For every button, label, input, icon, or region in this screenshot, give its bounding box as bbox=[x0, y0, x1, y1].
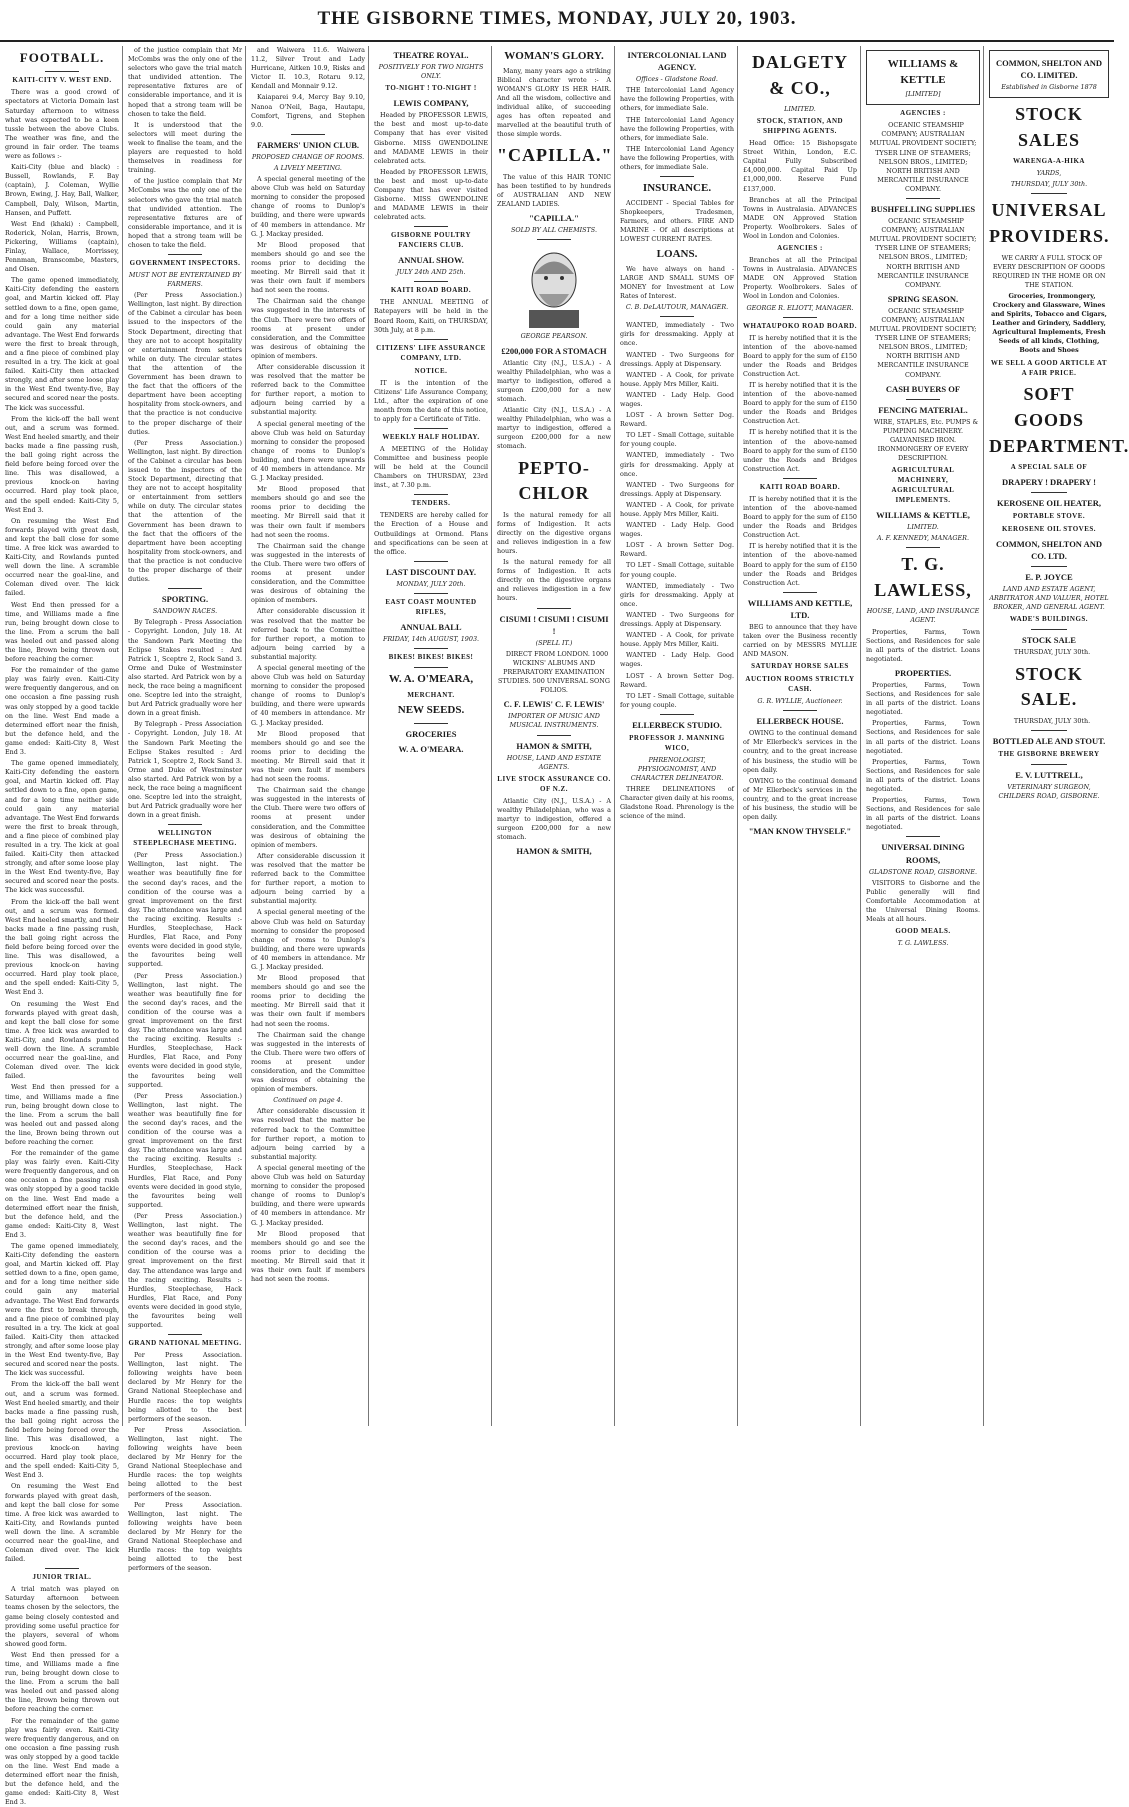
column-rule bbox=[368, 46, 369, 1426]
ad-text: Properties, Farms, Town Sections, and Residences for sale in all parts of the district. Loans negotiated. bbox=[866, 719, 980, 755]
stock-agents: STOCK, STATION, AND SHIPPING AGENTS. bbox=[756, 117, 844, 136]
divider bbox=[168, 824, 202, 825]
divider bbox=[168, 1334, 202, 1335]
annual-ball-date: FRIDAY, 14th AUGUST, 1903. bbox=[382, 634, 480, 643]
classified-ad: LOST - A brown Setter Dog. Reward. bbox=[620, 541, 734, 559]
ad-text: THE Intercolonial Land Agency have the following Properties, with others, for immediate Sale. bbox=[620, 144, 734, 171]
weekly-heading: WEEKLY HALF HOLIDAY. bbox=[382, 433, 480, 441]
article-paragraph: Kaiaparei 9.4, Mercy Bay 9.10, Nanoa O'Neil, Baga, Hautapu, Comfort, Tigrens, and Stephen 9.0. bbox=[251, 93, 365, 129]
ad-text: IT is hereby notified that it is the intention of the above-named Board to apply for the sum of £150 under the Roads and Bridges Construction Act. bbox=[743, 428, 857, 473]
article-paragraph: (Per Press Association.) Wellington, last night. The weather was beautifully fine for the second day's races, and the condition of the course was a great improvement on the first day. The attendance was large and the racing exciting. Results :- Hurdles, Steeplechase, Hack Hurdles, Flat Race, and Pony events were decided in good style, the favourites being well supported. bbox=[128, 851, 242, 969]
classified-ad: WANTED - Lady Help. Good wages. bbox=[620, 390, 734, 408]
ad-text: WE CARRY A FULL STOCK OF EVERY DESCRIPTION OF GOODS REQUIRED IN THE HOME OR ON THE STATION. bbox=[992, 253, 1106, 289]
farmers-subheading: PROPOSED CHANGE OF ROOMS. bbox=[251, 152, 365, 161]
column-rule bbox=[983, 46, 984, 1426]
article-paragraph: For the remainder of the game play was fairly even. Kaiti-City were frequently dangerous, and on one occasion a fine passing rush was only stopped by a good tackle on the line. West End made a determined effort near the finish, but the defence held, and the game ended: Kaiti-City 8, West End 3. bbox=[5, 1149, 119, 1239]
brewery: THE GISBORNE BREWERY bbox=[998, 749, 1100, 758]
loans-heading: LOANS. bbox=[656, 248, 698, 261]
article-paragraph: Mr Blood proposed that members should go and see the rooms prior to deciding the meeting. Mr Birrell said that it was their own fault if members had not seen the rooms. bbox=[251, 240, 365, 295]
classified-ad: WANTED - Two Surgeons for dressings. Apply at Dispensary. bbox=[620, 610, 734, 629]
wk-box bbox=[866, 50, 980, 105]
warenga: WARENGA-A-HIKA bbox=[1013, 157, 1085, 166]
divider bbox=[1031, 764, 1067, 765]
man-know-thyself: "MAN KNOW THYSELF." bbox=[748, 826, 852, 837]
joyce-sub: LAND AND ESTATE AGENT, ARBITRATOR AND VALUER, HOTEL BROKER, AND GENERAL AGENT. bbox=[989, 585, 1109, 612]
article-paragraph: West End then pressed for a time, and Williams made a fine run, being brought down close to the line. From a scrum the ball was heeled out and passed along the line, Brown being thrown out before reaching the corner. bbox=[5, 600, 119, 664]
divider bbox=[414, 339, 448, 340]
stomach-heading: £200,000 FOR A STOMACH bbox=[501, 345, 607, 356]
williams-heading: WILLIAMS AND KETTLE, LTD. bbox=[747, 597, 853, 620]
continued-note: Continued on page 4. bbox=[273, 1096, 343, 1105]
divider bbox=[1031, 730, 1067, 731]
masthead bbox=[0, 0, 1114, 42]
ad-text: Many, many years ago a striking Biblical character wrote :- A WOMAN'S GLORY IS HER HAIR. And all the wisdom, collective and individual alike, of succeeding ages has often repeated and marvelled at the beautiful truth of those simple words. bbox=[497, 66, 611, 139]
ad-text: Atlantic City (N.J., U.S.A.) - A wealthy Philadelphian, who was a martyr to indigestion, offered a surgeon £200,000 for a new stomach. bbox=[497, 796, 611, 841]
divider bbox=[537, 735, 571, 736]
article-paragraph: A special general meeting of the above Club was held on Saturday morning to consider the proposed change of rooms to Dunlop's building, and there were upwards of 40 members in attendance. Mr G. J. Mackay presided. bbox=[251, 908, 365, 971]
divider bbox=[45, 1568, 79, 1569]
annual-ball: ANNUAL BALL bbox=[400, 621, 462, 632]
universal-sub: GLADSTONE ROAD, GISBORNE. bbox=[868, 867, 978, 876]
article-paragraph: A special general meeting of the above Club was held on Saturday morning to consider the proposed change of rooms to Dunlop's building, and there were upwards of 40 members in attendance. Mr G. J. Mackay presided. bbox=[251, 419, 365, 483]
classified-ad: WANTED - A Cook, for private house. Apply Mrs Miller, Kaiti. bbox=[620, 500, 734, 518]
divider bbox=[906, 836, 940, 837]
divider bbox=[660, 316, 694, 317]
divider bbox=[414, 648, 448, 649]
column-4 bbox=[371, 46, 491, 1426]
wades-buildings: WADE'S BUILDINGS. bbox=[1009, 615, 1089, 624]
divider bbox=[783, 592, 817, 593]
article-paragraph: (Per Press Association.) Wellington, last night. By direction of the Cabinet a circular has been issued to the inspectors of the Stock Department, directing that they are not to accept hospitality or entertainment from settlers while on duty. The circular states that the attention of the Government has been drawn to the fact that the officers of the department have been accepting hospitality from stock-owners, and that the practice is not conducive to the proper discharge of their duties. bbox=[128, 438, 242, 584]
classified-ad: WANTED - Lady Help. Good wages. bbox=[620, 651, 734, 669]
column-5 bbox=[494, 46, 614, 1426]
article-paragraph: West End then pressed for a time, and Williams made a fine run, being brought down close to the line. From a scrum the ball was heeled out and passed along the line, Brown being thrown out before reaching the corner. bbox=[5, 1083, 119, 1146]
article-paragraph: Kaiti-City (blue and black) : Bussell, Rowlands, F. Bay (captain), J. Coleman, Wyllie Brown, Ewing, J. Hay, Ball, Walker, Campbell, Daly, Wilson, Martin, Hansen, and Puffett. bbox=[5, 163, 119, 217]
ad-text: THURSDAY, JULY 30th. bbox=[1013, 716, 1091, 725]
wk2-heading: WILLIAMS & KETTLE, bbox=[876, 509, 970, 520]
groceries: GROCERIES bbox=[405, 729, 457, 740]
annual-show: ANNUAL SHOW. bbox=[398, 255, 464, 266]
article-paragraph: Mr Blood proposed that members should go and see the rooms prior to deciding the meeting. Mr Birrell said that it was their own fault if members had not seen the rooms. bbox=[251, 1229, 365, 1284]
bush-heading: BUSHFELLING SUPPLIES bbox=[870, 204, 976, 214]
gov-subheading: MUST NOT BE ENTERTAINED BY FARMERS. bbox=[128, 271, 242, 289]
classified-ad: WANTED - A Cook, for private house. Apply Mrs Miller, Kaiti. bbox=[620, 631, 734, 649]
article-paragraph: After considerable discussion it was resolved that the matter be referred back to the Committee for further report, a motion to adjourn being carried by a substantial majority. bbox=[251, 1107, 365, 1161]
classified-ad: WANTED, immediately - Two girls for dressmaking. Apply at once. bbox=[620, 321, 734, 348]
article-paragraph: of the justice complain that Mr McCombs was the only one of the selectors who gave the trial match that undivided attention. The representative fixtures are of considerable importance, and it is hoped that a strong team will be chosen to take the field. bbox=[128, 46, 242, 118]
ad-text: THE Intercolonial Land Agency have the following Properties, with others, for immediate Sale. bbox=[620, 115, 734, 142]
article-paragraph: By Telegraph - Press Association - Copyright. London, July 18. At the Sandown Park Meeting the Eclipse Stakes resulted : Ard Patrick 1, Sceptre 2, Rock Sand 3. Orme and Duke of Westminster also started. Ard Patrick won by a neck, the race being a magnificent one. Sceptre led into the straight, but Ard Patrick gradually wore her down in a great finish. bbox=[128, 720, 242, 820]
whataupoko-heading: WHATAUPOKO ROAD BOARD. bbox=[743, 321, 857, 330]
column-7 bbox=[740, 46, 860, 1426]
agencies-list: OCEANIC STEAMSHIP COMPANY; AUSTRALIAN MUTUAL PROVIDENT SOCIETY; TYSER LINE OF STEAMERS; NELSON BROS., LIMITED; NORTH BRITISH AND MERCANTILE INSURANCE COMPANY. bbox=[869, 121, 977, 193]
article-paragraph: Mr Blood proposed that members should go and see the rooms prior to deciding the meeting. Mr Birrell said that it was their own fault if members had not seen the rooms. bbox=[251, 485, 365, 539]
insurance-heading: INSURANCE. bbox=[642, 182, 712, 195]
ad-text: IT is hereby notified that it is the intention of the above-named Board to apply for the sum of £150 under the Roads and Bridges Construction Act. bbox=[743, 542, 857, 587]
established: Established in Gisborne 1878 bbox=[1001, 83, 1097, 92]
divider bbox=[1031, 566, 1067, 567]
common-box bbox=[989, 50, 1109, 98]
ad-text: DIRECT FROM LONDON. 1000 WICKINS' ALBUMS AND PREPARATORY EXAMINATION STUDIES. 500 UNIVERSAL SONG FOLIOS. bbox=[498, 649, 610, 695]
article-paragraph: On resuming the West End forwards played with great dash, and kept the ball close for some time. A free kick was awarded to Kaiti-City, and Rowlands punted well down the line. A scramble occurred near the goal-line, and Coleman dived over. The kick failed. bbox=[5, 999, 119, 1081]
agencies-heading: AGENCIES : bbox=[900, 109, 946, 118]
ad-text: A MEETING of the Holiday Committee and business people will be held at the Council Chambers on THURSDAY, 23rd inst., at 7.30 p.m. bbox=[374, 444, 488, 490]
article-paragraph: For the remainder of the game play was fairly even. Kaiti-City were frequently dangerous, and on one occasion a fine passing rush was only stopped by a good tackle on the line. West End made a determined effort near the finish, but the defence held, and the game ended: Kaiti-City 8, West End 3. bbox=[5, 666, 119, 757]
universal-dining: UNIVERSAL DINING ROOMS, bbox=[881, 842, 965, 865]
ad-text: Properties, Farms, Town Sections, and Residences for sale in all parts of the district. Loans negotiated. bbox=[866, 627, 980, 663]
article-paragraph: For the remainder of the game play was fairly even. Kaiti-City were frequently dangerous, and on one occasion a fine passing rush was only stopped by a good tackle on the line. West End made a determined effort near the finish, but the defence held, and the game ended: Kaiti-City 8, West End 3. bbox=[5, 1716, 119, 1807]
ad-text: IT is the intention of the Citizens' Life Assurance Company, Ltd., after the expiration of one month from the date of this notice, to apply for a Certificate of Title. bbox=[374, 378, 488, 423]
classified-ad: WANTED - Two Surgeons for dressings. Apply at Dispensary. bbox=[620, 480, 734, 498]
ad-text: THURSDAY, JULY 30th. bbox=[1013, 648, 1091, 657]
column-3 bbox=[248, 46, 368, 1426]
manager-name: GEORGE R. ELIOTT, MANAGER. bbox=[746, 303, 854, 312]
grand-heading: GRAND NATIONAL MEETING. bbox=[128, 1339, 242, 1348]
wk2-sub: LIMITED. bbox=[907, 523, 939, 532]
article-paragraph: The Chairman said the change was suggested in the interests of the Club. There were two offers of rooms at present under consideration, and the Committee was desirous of obtaining the opinion of members. bbox=[251, 541, 365, 605]
article-paragraph: From the kick-off the ball went out, and a scrum was formed. West End heeled smartly, and their backs made a fine passing rush, the ball going right across the field before being forced over the line. This was disallowed, a previous knock-on having occurred. Hard play took place, and the spell ended: Kaiti-City 5, West End 3. bbox=[5, 1380, 119, 1480]
football-heading: FOOTBALL. bbox=[19, 50, 105, 65]
last-day-heading: LAST DISCOUNT DAY. bbox=[386, 566, 476, 577]
spring-heading: SPRING SEASON. bbox=[887, 293, 959, 304]
ad-text: IT is hereby notified that it is the intention of the above-named Board to apply for the sum of £150 under the Roads and Bridges Construction Act. bbox=[743, 333, 857, 378]
manager-name: A. F. KENNEDY, MANAGER. bbox=[876, 534, 970, 543]
oheara-footer: W. A. O'MEARA. bbox=[398, 744, 464, 755]
column-1 bbox=[2, 46, 122, 1807]
article-paragraph: of the justice complain that Mr McCombs was the only one of the selectors who gave the trial match that undivided attention. The representative fixtures are of considerable importance, and it is hoped that a strong team will be chosen to take the field. bbox=[128, 177, 242, 249]
ad-text: THREE DELINEATIONS of Character given daily at his rooms, Gladstone Road. Phrenology is the science of the mind. bbox=[620, 785, 735, 821]
lewis-music-heading: C. F. LEWIS' C. F. LEWIS' bbox=[503, 699, 605, 710]
column-2 bbox=[125, 46, 245, 1573]
stock-sale-2: STOCK SALE bbox=[1022, 635, 1076, 646]
ad-text: Atlantic City (N.J., U.S.A.) - A wealthy Philadelphian, who was a martyr to indigestion, offered a surgeon £200,000 for a new stomach. bbox=[497, 358, 611, 403]
divider bbox=[1031, 629, 1067, 630]
ad-text: VISITORS to Gisborne and the Public generally will find Comfortable Accommodation at the Universal Dining Rooms. Meals at all hours. bbox=[866, 878, 980, 924]
bikes-heading: BIKES! BIKES! BIKES! bbox=[388, 653, 474, 661]
theatre-heading: THEATRE ROYAL. bbox=[393, 50, 469, 60]
steeple-heading: WELLINGTON STEEPLECHASE MEETING. bbox=[133, 829, 237, 848]
new-seeds: NEW SEEDS. bbox=[397, 704, 465, 717]
hamon-heading: HAMON & SMITH, bbox=[516, 740, 592, 751]
ellerbeck-studio: ELLERBECK STUDIO. bbox=[632, 719, 722, 730]
ad-text: Atlantic City (N.J., U.S.A.) - A wealthy Philadelphian, who was a martyr to indigestion, offered a surgeon £200,000 for a new stomach. bbox=[497, 406, 611, 451]
article-paragraph: On resuming the West End forwards played with great dash, and kept the ball close for some time. A free kick was awarded to Kaiti-City, and Rowlands punted well down the line. A scramble occurred near the goal-line, and Coleman dived over. The kick failed. bbox=[5, 1482, 119, 1564]
intercolonial-heading: INTERCOLONIAL LAND AGENCY. bbox=[627, 50, 727, 73]
article-paragraph: After considerable discussion it was resolved that the matter be referred back to the Committee for further report, a motion to adjourn being carried by a substantial majority. bbox=[251, 362, 365, 417]
divider bbox=[414, 494, 448, 495]
junior-heading: JUNIOR TRIAL. bbox=[32, 1573, 92, 1582]
divider bbox=[414, 723, 448, 724]
special-sale: A SPECIAL SALE OF bbox=[1010, 463, 1088, 472]
article-paragraph: It is understood that the selectors will meet during the week to finalise the team, and the players are requested to hold themselves in readiness for training. bbox=[128, 120, 242, 175]
divider bbox=[537, 239, 571, 240]
drapery: DRAPERY ! DRAPERY ! bbox=[1002, 477, 1096, 488]
ad-text: Branches at all the Principal Towns in Australasia. ADVANCES MADE ON Approved Station Property. Woolbrokers. Sales of Wool in London and Colonies. bbox=[743, 195, 857, 240]
classified-ad: WANTED - Lady Help. Good wages. bbox=[620, 521, 734, 539]
article-paragraph: Mr Blood proposed that members should go and see the rooms prior to deciding the meeting. Mr Birrell said that it was their own fault if members had not seen the rooms. bbox=[251, 974, 365, 1028]
joyce-heading: E. P. JOYCE bbox=[1025, 572, 1073, 583]
ad-text: OWING to the continual demand of Mr Ellerbeck's services in the country, and to the great increase of his business, the studio will be open daily. bbox=[743, 776, 857, 822]
article-paragraph: After considerable discussion it was resolved that the matter be referred back to the Committee for further report, a motion to adjourn being carried by a substantial majority. bbox=[251, 851, 365, 906]
classified-ad: TO LET - Small Cottage, suitable for young couple. bbox=[620, 691, 734, 709]
classified-ad: WANTED - A Cook, for private house. Apply Mrs Miller, Kaiti. bbox=[620, 370, 734, 388]
divider bbox=[660, 176, 694, 177]
cash-buyers: CASH BUYERS OF bbox=[885, 383, 961, 394]
sales-heading: SATURDAY HORSE SALES bbox=[751, 662, 849, 671]
divider bbox=[906, 547, 940, 548]
ad-text: We have always on hand - LARGE AND SMALL SUMS OF MONEY for Investment at Low Rates of Interest. bbox=[620, 264, 734, 301]
portable-stove: PORTABLE STOVE. bbox=[1012, 512, 1086, 521]
womans-glory-heading: WOMAN'S GLORY. bbox=[504, 50, 604, 62]
capilla-heading-2: "CAPILLA." bbox=[529, 213, 579, 224]
divider bbox=[660, 714, 694, 715]
classified-ad: TO LET - Small Cottage, suitable for young couple. bbox=[620, 561, 734, 579]
universal-providers: UNIVERSAL PROVIDERS. bbox=[989, 200, 1110, 246]
cisumi-sub: (SPELL IT.) bbox=[535, 638, 573, 647]
agencies-heading: AGENCIES : bbox=[777, 244, 823, 253]
ad-text: IT is hereby notified that it is the intention of the above-named Board to apply for the sum of £150 under the Roads and Bridges Construction Act. bbox=[743, 494, 857, 540]
ad-text: Is the natural remedy for all forms of Indigestion. It acts directly on the digestive organs and relieves indigestion in a few hours. bbox=[497, 558, 611, 603]
sporting-subheading: SANDOWN RACES. bbox=[152, 607, 218, 616]
ad-text: THE Intercolonial Land Agency have the following Properties, with others, for immediate Sale. bbox=[620, 86, 734, 113]
ad-text: The value of this HAIR TONIC has been testified to by hundreds of AUSTRALIAN AND NEW ZEALAND LADIES. bbox=[497, 172, 611, 209]
ag-mach: AGRICULTURAL MACHINERY, AGRICULTURAL IMPLEMENTS. bbox=[891, 466, 955, 505]
kerosene-heater: KEROSENE OIL HEATER, bbox=[997, 498, 1101, 509]
warenga-sub: YARDS, bbox=[1036, 169, 1062, 178]
ad-text: IT is hereby notified that it is the intention of the above-named Board to apply for the sum of £150 under the Roads and Bridges Construction Act. bbox=[743, 381, 857, 426]
manning-sub: PHRENOLOGIST, PHYSIOGNOMIST, AND CHARACTER DELINEATOR. bbox=[630, 755, 724, 782]
ad-text: Head Office: 15 Bishopsgate Street Within, London, E.C. Capital Fully Subscribed £4,000,000. Capital Paid Up £1,000,000. Reserve Fund £137,000. bbox=[743, 139, 857, 193]
last-day-date: MONDAY, JULY 20th. bbox=[396, 579, 466, 588]
divider bbox=[414, 593, 448, 594]
sell-heading: WE SELL A GOOD ARTICLE AT A FAIR PRICE. bbox=[990, 358, 1108, 377]
article-paragraph: and Waiwera 11.6. Waiwera 11.2, Silver Trout and Lady Hurricane, Aitken 10.9, Risks and Victor II. 10.3, Rotaru 9.12, Kendall and Monnair 9.12. bbox=[251, 46, 365, 91]
dalgety-sub: LIMITED. bbox=[784, 105, 816, 114]
article-paragraph: (Per Press Association.) Wellington, last night. The weather was beautifully fine for the second day's races, and the condition of the course was a great improvement on the first day. The attendance was large and the racing exciting. Results :- Hurdles, Steeplechase, Hack Hurdles, Flat Race, and Pony events were decided in good style, the favourites being well supported. bbox=[128, 1091, 242, 1209]
article-paragraph: (Per Press Association.) Wellington, last night. The weather was beautifully fine for the second day's races, and the condition of the course was a great improvement on the first day. The attendance was large and the racing exciting. Results :- Hurdles, Steeplechase, Hack Hurdles, Flat Race, and Pony events were decided in good style, the favourites being well supported. bbox=[128, 1211, 242, 1330]
luttrell-heading: E. V. LUTTRELL, bbox=[1015, 769, 1083, 780]
auction-heading: AUCTION ROOMS STRICTLY CASH. bbox=[745, 675, 855, 694]
classified-ad: LOST - A brown Setter Dog. Reward. bbox=[620, 411, 734, 429]
article-paragraph: On resuming the West End forwards played with great dash, and kept the ball close for some time. A free kick was awarded to Kaiti-City, and Rowlands punted well down the line. A scramble occurred near the goal-line, and Coleman dived over. The kick failed. bbox=[5, 516, 119, 598]
oheara-heading: W. A. O'MEARA, bbox=[388, 672, 474, 685]
divider bbox=[1031, 492, 1067, 493]
divider bbox=[1031, 193, 1067, 194]
ad-text: THE ANNUAL MEETING of Ratepayers will be held in the Board Room, Kaiti, on THURSDAY, 30th July, at 8 p.m. bbox=[374, 298, 488, 334]
ad-text: Is the natural remedy for all forms of Indigestion. It acts directly on the digestive organs and relieves indigestion in a few hours. bbox=[497, 510, 611, 555]
ad-text: Branches at all the Principal Towns in Australasia. ADVANCES MADE ON Approved Station Property. Woolbrokers. Sales of Wool in London and Colonies. bbox=[743, 256, 857, 301]
pepto-heading: PEPTO-CHLOR bbox=[518, 457, 590, 504]
column-rule bbox=[245, 46, 246, 1426]
gov-heading: GOVERNMENT INSPECTORS. bbox=[129, 259, 241, 268]
agencies-list: OCEANIC STEAMSHIP COMPANY; AUSTRALIAN MUTUAL PROVIDENT SOCIETY; TYSER LINE OF STEAMERS; NELSON BROS., LIMITED; NORTH BRITISH AND MERCANTILE INSURANCE COMPANY. bbox=[869, 217, 977, 289]
dalgety-heading: DALGETY & CO., bbox=[751, 52, 848, 98]
article-paragraph: The Chairman said the change was suggested in the interests of the Club. There were two offers of rooms at present under consideration, and the Committee was desirous of obtaining the opinion of members. bbox=[251, 1030, 365, 1094]
wk-sub: [LIMITED] bbox=[905, 90, 941, 99]
sold-note: SOLD BY ALL CHEMISTS. bbox=[510, 226, 597, 235]
article-paragraph: Per Press Association. Wellington, last night. The following weights have been declared by Mr Henry for the Grand National Steeplechase and Hurdle races: the top weights being allotted to the best performers of the season. bbox=[128, 1351, 242, 1423]
article-paragraph: West End (khaki) : Campbell, Roderick, Nolan, Harris, Brown, Pickering, Williams (captain), Finlay, Wallace, Morrissey, Pennman, Branscombe, Masters, and Olsen. bbox=[5, 219, 119, 274]
wk-heading: WILLIAMS & KETTLE bbox=[887, 58, 959, 86]
match-heading: KAITI-CITY V. WEST END. bbox=[12, 76, 112, 85]
article-paragraph: (Per Press Association.) Wellington, last night. The weather was beautifully fine for the second day's races, and the condition of the course was a great improvement on the first day. The attendance was large and the racing exciting. Results :- Hurdles, Steeplechase, Hack Hurdles, Flat Race, and Pony events were decided in good style, the favourites being well supported. bbox=[128, 971, 242, 1089]
poultry-heading: GISBORNE POULTRY FANCIERS CLUB. bbox=[390, 231, 472, 250]
ad-text: Properties, Farms, Town Sections, and Residences for sale in all parts of the district. Loans negotiated. bbox=[866, 680, 980, 717]
fencing-heading: FENCING MATERIAL. bbox=[878, 404, 968, 415]
column-8 bbox=[863, 46, 983, 1426]
article-paragraph: West End then pressed for a time, and Williams made a fine run, being brought down close to the line. From a scrum the ball was heeled out and passed along the line, Brown being thrown out before reaching the corner. bbox=[5, 1650, 119, 1714]
hamon-sub: HOUSE, LAND AND ESTATE AGENTS. bbox=[506, 753, 602, 771]
divider bbox=[168, 588, 202, 589]
ad-text: Headed by PROFESSOR LEWIS, the best and most up-to-date Company that has ever visited Gisborne. MISS GWENDOLINE and MADAME LEWIS in their celebrated acts. bbox=[374, 111, 488, 165]
article-paragraph: From the kick-off the ball went out, and a scrum was formed. West End heeled smartly, and their backs made a fine passing rush, the ball going right across the field before being forced over the line. This was disallowed, a previous knock-on having occurred. Hard play took place, and the spell ended: Kaiti-City 5, West End 3. bbox=[5, 897, 119, 997]
farmers-subheading: A LIVELY MEETING. bbox=[274, 164, 342, 172]
annual-show-date: JULY 24th AND 25th. bbox=[396, 268, 466, 277]
article-paragraph: The game opened immediately, Kaiti-City defending the eastern goal, and Martin kicked off. Play settled down to a fine, open game, and for a long time neither side could gain any material advantage. The West End forwards were the first to break through, and a fine piece of combined play resulted in a try. The kick at goal failed. Kaiti-City then attacked strongly, and after some loose play in the West End twenty-five, Bay secured and scored near the posts. The kick was successful. bbox=[5, 276, 119, 412]
portrait-caption: GEORGE PEARSON. bbox=[520, 332, 588, 341]
classified-ad: WANTED, immediately - Two girls for dressmaking. Apply at once. bbox=[620, 581, 734, 608]
ad-text: ACCIDENT - Special Tables for Shopkeepers, Tradesmen, Farmers, and others. FIRE AND MARINE - Of all descriptions at LOWEST CURRENT RATES. bbox=[620, 198, 734, 244]
ad-text: TENDERS are hereby called for the Erection of a House and Outbuildings at Ormond. Plans and specifications can be seen at the office. bbox=[374, 511, 488, 556]
ellerbeck-house: ELLERBECK HOUSE. bbox=[756, 716, 844, 727]
divider bbox=[414, 281, 448, 282]
ad-text: BEG to announce that they have taken over the Business recently carried on by MESSRS MYLLIE AND MASON. bbox=[743, 622, 857, 659]
merchant-heading: MERCHANT. bbox=[407, 690, 455, 699]
article-paragraph: The game opened immediately, Kaiti-City defending the eastern goal, and Martin kicked off. Play settled down to a fine, open game, and for a long time neither side could gain any material advantage. The West End forwards were the first to break through, and a fine piece of combined play resulted in a try. The kick at goal failed. Kaiti-City then attacked strongly, and after some loose play in the West End twenty-five, Bay secured and scored near the posts. The kick was successful. bbox=[5, 759, 119, 895]
divider bbox=[783, 710, 817, 711]
column-rule bbox=[122, 46, 123, 1426]
divider bbox=[168, 254, 202, 255]
divider bbox=[783, 478, 817, 479]
divider bbox=[906, 399, 940, 400]
article-paragraph: After considerable discussion it was resolved that the matter be referred back to the Committee for further report, a motion to adjourn being carried by a substantial majority. bbox=[251, 607, 365, 661]
column-6 bbox=[617, 46, 737, 1426]
rifles-heading: EAST COAST MOUNTED RIFLES, bbox=[385, 597, 477, 616]
column-9 bbox=[986, 46, 1129, 1426]
newspaper-title: THE GISBORNE TIMES, MONDAY, JULY 20, 1903. bbox=[317, 8, 797, 29]
divider bbox=[906, 198, 940, 199]
column-rule bbox=[491, 46, 492, 1426]
classified-ad: WANTED, immediately - Two girls for dressmaking. Apply at once. bbox=[620, 451, 734, 478]
ad-text: OWING to the continual demand of Mr Ellerbeck's services in the country, and to the great increase of his business, the studio will be open daily. bbox=[743, 729, 857, 774]
divider bbox=[45, 71, 79, 72]
sporting-heading: SPORTING. bbox=[161, 594, 209, 605]
goods-list: Groceries, Ironmongery, Crockery and Glassware, Wines and Spirits, Tobacco and Cigars, Leather and Grindery, Saddlery, Agricultural Implements, Fresh Seeds of all kinds, Clothing, Boots and Shoes bbox=[991, 291, 1107, 355]
tenders-heading: TENDERS. bbox=[411, 499, 451, 508]
article-paragraph: The Chairman said the change was suggested in the interests of the Club. There were two offers of rooms at present under consideration, and the Committee was desirous of obtaining the opinion of members. bbox=[251, 297, 365, 360]
common-heading: COMMON, SHELTON AND CO. LIMITED. bbox=[995, 58, 1103, 81]
lawless-heading: T. G. LAWLESS, bbox=[874, 554, 972, 600]
divider bbox=[414, 667, 448, 668]
notice-heading: NOTICE. bbox=[414, 366, 448, 375]
classified-ad: WANTED - Two Surgeons for dressings. Apply at Dispensary. bbox=[620, 350, 734, 368]
auctioneer: G. R. WYLLIE, Auctioneer. bbox=[757, 697, 843, 706]
classified-ad: LOST - A brown Setter Dog. Reward. bbox=[620, 671, 734, 689]
citizens-heading: CITIZENS' LIFE ASSURANCE COMPANY, LTD. bbox=[376, 343, 486, 362]
kerosene-stoves: KEROSENE OIL STOVES. bbox=[1001, 525, 1097, 534]
fencing-text: WIRE, STAPLES, Etc. PUMPS & PUMPING MACHINERY. GALVANISED IRON. IRONMONGERY OF EVERY DESCRIPTION. bbox=[873, 417, 979, 463]
good-meals: GOOD MEALS. bbox=[895, 927, 951, 936]
article-paragraph: A special general meeting of the above Club was held on Saturday morning to consider the proposed change of rooms to Dunlop's building, and there were upwards of 40 members in attendance. Mr G. J. Mackay presided. bbox=[251, 663, 365, 727]
article-paragraph: The game opened immediately, Kaiti-City defending the eastern goal, and Martin kicked off. Play settled down to a fine, open game, and for a long time neither side could gain any material advantage. The West End forwards were the first to break through, and a fine piece of combined play resulted in a try. The kick at goal failed. Kaiti-City then attacked strongly, and after some loose play in the West End twenty-five, Bay secured and scored near the posts. The kick was successful. bbox=[5, 1242, 119, 1378]
properties-heading: PROPERTIES. bbox=[894, 667, 952, 678]
ad-text: Headed by PROFESSOR LEWIS, the best and most up-to-date Company that has ever visited Gisborne. MISS GWENDOLINE and MADAME LEWIS in their celebrated acts. bbox=[374, 167, 488, 222]
lewis-music-sub: IMPORTER OF MUSIC AND MUSICAL INSTRUMENTS. bbox=[508, 712, 600, 730]
tonight-heading: TO-NIGHT ! TO-NIGHT ! bbox=[385, 84, 477, 93]
divider bbox=[291, 134, 325, 135]
article-paragraph: Per Press Association. Wellington, last night. The following weights have been declared by Mr Henry for the Grand National Steeplechase and Hurdle races: the top weights being allotted to the best performers of the season. bbox=[128, 1425, 242, 1498]
article-paragraph: From the kick-off the ball went out, and a scrum was formed. West End heeled smartly, and their backs made a fine passing rush, the ball going right across the field before being forced over the line. This was disallowed, a previous knock-on having occurred. Hard play took place, and the spell ended: Kaiti-City 5, West End 3. bbox=[5, 414, 119, 514]
classified-ad: TO LET - Small Cottage, suitable for young couple. bbox=[620, 431, 734, 449]
warenga-date: THURSDAY, JULY 30th. bbox=[1010, 180, 1088, 189]
soft-goods: SOFT GOODS DEPARTMENT. bbox=[989, 384, 1129, 456]
ad-text: Properties, Farms, Town Sections, and Residences for sale in all parts of the district. Loans negotiated. bbox=[866, 757, 980, 793]
kaiti-board: KAITI ROAD BOARD. bbox=[759, 482, 841, 491]
article-paragraph: A special general meeting of the above Club was held on Saturday morning to consider the proposed change of rooms to Dunlop's building, and there were upwards of 40 members in attendance. Mr G. J. Mackay presided. bbox=[251, 1163, 365, 1227]
divider bbox=[783, 317, 817, 318]
hamon-footer: HAMON & SMITH, bbox=[516, 846, 592, 857]
article-paragraph: By Telegraph - Press Association - Copyright. London, July 18. At the Sandown Park Meeting the Eclipse Stakes resulted : Ard Patrick 1, Sceptre 2, Rock Sand 3. Orme and Duke of Westminster also started. Ard Patrick won by a neck, the race being a magnificent one. Sceptre led into the straight, but Ard Patrick gradually wore her down in a great finish. bbox=[128, 618, 242, 718]
lawless-footer: T. G. LAWLESS. bbox=[897, 939, 949, 948]
capilla-heading: "CAPILLA." bbox=[497, 145, 613, 166]
farmers-heading: FARMERS' UNION CLUB. bbox=[256, 139, 360, 150]
article-paragraph: (Per Press Association.) Wellington, last night. By direction of the Cabinet a circular has been issued to the inspectors of the Stock Department, directing that they are not to accept hospitality or entertainment from settlers while on duty. The circular states that the attention of the Government has been drawn to the fact that the officers of the department have been accepting hospitality from stock-owners, and that the practice is not conducive to the proper discharge of their duties. bbox=[128, 291, 242, 436]
article-paragraph: Per Press Association. Wellington, last night. The following weights have been declared by Mr Henry for the Grand National Steeplechase and Hurdle races: the top weights being allotted to the best performers of the season. bbox=[128, 1500, 242, 1573]
divider bbox=[414, 428, 448, 429]
kaiti-road-heading: KAITI ROAD BOARD. bbox=[390, 286, 472, 295]
column-rule bbox=[614, 46, 615, 1426]
agencies-list: OCEANIC STEAMSHIP COMPANY; AUSTRALIAN MUTUAL PROVIDENT SOCIETY; TYSER LINE OF STEAMERS; NELSON BROS., LIMITED; NORTH BRITISH AND MERCANTILE INSURANCE COMPANY. bbox=[869, 306, 977, 379]
cisumi-heading: CISUMI ! CISUMI ! CISUMI ! bbox=[499, 613, 609, 636]
divider bbox=[414, 561, 448, 562]
column-rule bbox=[737, 46, 738, 1426]
column-rule bbox=[860, 46, 861, 1426]
article-paragraph: There was a good crowd of spectators at Victoria Domain last Saturday afternoon to witness what was expected to be a keen tussle between the above Clubs. The weather was fine, and the ground in fair order. The teams were as follows :- bbox=[5, 88, 119, 161]
live-stock-heading: LIVE STOCK ASSURANCE CO. OF N.Z. bbox=[497, 774, 611, 793]
stock-sales: STOCK SALES bbox=[1015, 104, 1083, 150]
manning-heading: PROFESSOR J. MANNING WICO, bbox=[629, 733, 725, 752]
manager-name: C. B. DeLAUTOUR, MANAGER. bbox=[625, 303, 729, 312]
article-paragraph: A trial match was played on Saturday afternoon between teams chosen by the selectors, the game being closely contested and providing some useful practice for the players, several of whom showed good form. bbox=[5, 1585, 119, 1648]
divider bbox=[414, 226, 448, 227]
inter-sub: Offices - Gladstone Road. bbox=[636, 75, 718, 84]
bottled-heading: BOTTLED ALE AND STOUT. bbox=[992, 735, 1106, 746]
article-paragraph: A special general meeting of the above Club was held on Saturday morning to consider the proposed change of rooms to Dunlop's building, and there were upwards of 40 members in attendance. Mr G. J. Mackay presided. bbox=[251, 175, 365, 238]
theatre-sub: POSITIVELY FOR TWO NIGHTS ONLY. bbox=[378, 63, 484, 81]
lawless-sub: HOUSE, LAND, AND INSURANCE AGENT. bbox=[866, 607, 980, 625]
article-paragraph: Mr Blood proposed that members should go and see the rooms prior to deciding the meeting. Mr Birrell said that it was their own fault if members had not seen the rooms. bbox=[251, 729, 365, 784]
ad-text: Properties, Farms, Town Sections, and Residences for sale in all parts of the district. Loans negotiated. bbox=[866, 796, 980, 832]
portrait-engraving bbox=[519, 244, 589, 328]
lewis-company: LEWIS COMPANY, bbox=[393, 98, 469, 109]
common2-heading: COMMON, SHELTON AND CO. LTD. bbox=[995, 539, 1103, 562]
stock-sale-3: STOCK SALE. bbox=[1015, 663, 1083, 710]
divider bbox=[537, 608, 571, 609]
luttrell-sub: VETERINARY SURGEON, CHILDERS ROAD, GISBORNE. bbox=[998, 782, 1100, 800]
article-paragraph: The Chairman said the change was suggested in the interests of the Club. There were two offers of rooms at present under consideration, and the Committee was desirous of obtaining the opinion of members. bbox=[251, 786, 365, 849]
